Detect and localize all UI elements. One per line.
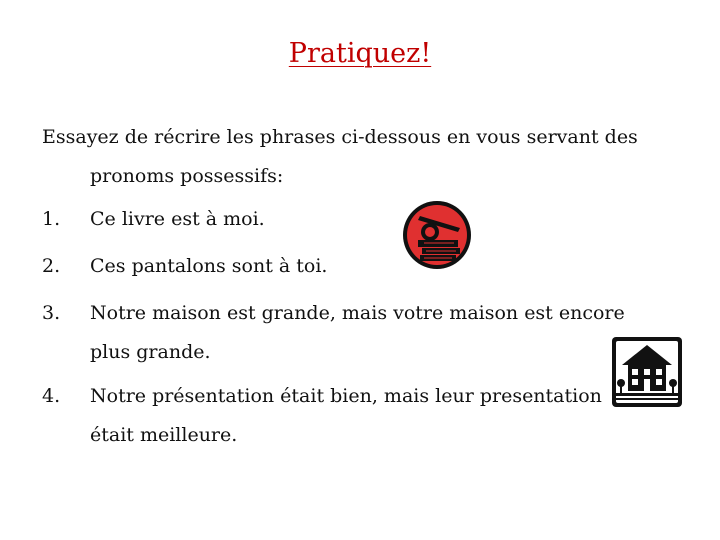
item-number: 4. (42, 385, 61, 407)
slide-title: Pratiquez! (288, 38, 432, 69)
item-text: Ces pantalons sont à toi. (90, 255, 328, 277)
instructions (42, 118, 642, 196)
books-icon (400, 198, 474, 272)
instructions-line-2: pronoms possessifs: (90, 165, 284, 187)
item-text: Ce livre est à moi. (90, 208, 265, 230)
item-text: Notre maison est grande, mais votre maison est encore plus grande. (90, 302, 625, 363)
exercise-item-3 (42, 294, 642, 372)
item-number: 1. (42, 208, 61, 230)
exercise-item-4 (42, 377, 642, 455)
instructions-line-1: Essayez de récrire les phrases ci-dessous en vous servant des (42, 126, 638, 148)
house-icon (610, 335, 684, 409)
exercise-item-2 (42, 247, 642, 286)
exercise-item-1 (42, 200, 642, 239)
item-number: 3. (42, 302, 61, 324)
item-number: 2. (42, 255, 61, 277)
item-text: Notre présentation était bien, mais leur presentation était meilleure. (90, 385, 602, 446)
